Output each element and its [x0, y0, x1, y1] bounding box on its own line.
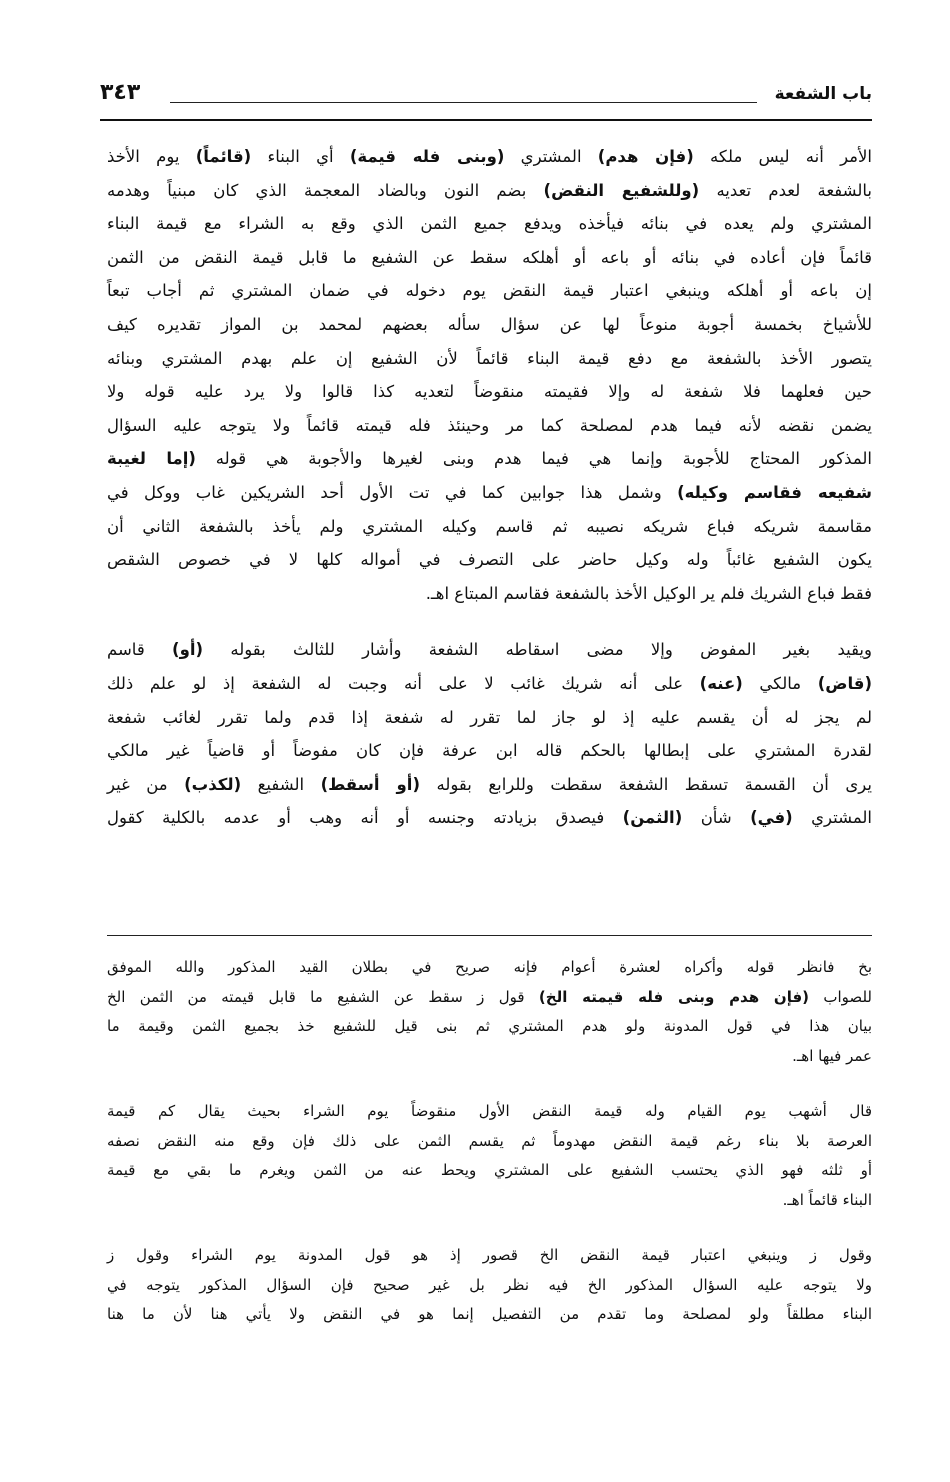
text-line	[107, 375, 872, 409]
commentary-text: وقول ز وينبغي اعتبار قيمة النقض الخ قصور إذ هو قول المدونة يوم الشراء وقول ز	[107, 1246, 872, 1264]
commentary-text: المشتري ولم يعده في بنائه فيأخذه ويدفع جميع الثمن الذي وقع به الشراء مع قيمة البناء	[107, 214, 872, 234]
text-line	[107, 1097, 872, 1127]
bold-matn-text: (وبنى فله قيمة)	[349, 147, 505, 166]
main-text	[107, 140, 872, 835]
bold-matn-text: (عنه)	[699, 673, 743, 693]
text-line	[107, 667, 872, 701]
text-line	[107, 1156, 872, 1186]
text-line	[107, 577, 872, 611]
text-line	[107, 207, 872, 241]
commentary-text: يوم الأخذ	[107, 147, 196, 166]
commentary-text: قائماً فإن أعاده في بنائه أو باعه أو أهلكه سقط عن الشفيع ما قابل قيمة النقض من الثمن	[107, 247, 872, 267]
commentary-text: بالشفعة لعدم تعديه	[699, 180, 872, 200]
bold-matn-text: (قاض)	[817, 673, 873, 693]
page-number: ٣٤٣	[100, 80, 141, 105]
commentary-text: مقاسمة شريكه فباع شريكه نصيبه ثم قاسم وكيله المشتري ولم يأخذ بالشفعة الثاني أن	[107, 516, 872, 536]
bold-matn-text: (أو أسقط)	[320, 774, 421, 794]
commentary-text: ويقيد بغير المفوض وإلا مضى اسقاطه الشفعة وأشار للثالث بقوله	[203, 640, 872, 660]
text-line	[107, 476, 872, 510]
footnotes	[107, 953, 872, 1330]
commentary-text: قال أشهب يوم القيام وله قيمة النقض الأول منقوضاً يوم الشراء بحيث يقال كم قيمة	[107, 1102, 872, 1120]
header-divider	[170, 102, 757, 103]
commentary-text: المذكور المحتاج للأجوبة وإنما هي فيما هدم وبنى لغيرها والأجوبة هي قوله	[195, 449, 872, 469]
text-line	[107, 801, 872, 835]
commentary-text: عمر فيها اهـ.	[792, 1046, 872, 1065]
footnote-paragraph	[107, 1241, 872, 1330]
text-line	[107, 409, 872, 443]
commentary-text: الأمر أنه ليس ملكه	[693, 147, 873, 166]
commentary-text: الشفيع	[241, 774, 321, 794]
text-line	[107, 701, 872, 735]
commentary-text: شأن	[682, 808, 751, 828]
header-rule	[100, 119, 872, 121]
text-line	[107, 983, 872, 1013]
commentary-text: المشتري	[504, 147, 598, 166]
text-line	[107, 140, 872, 174]
footnote-paragraph	[107, 953, 872, 1071]
footnote-paragraph	[107, 1097, 872, 1215]
commentary-text: وشمل هذا جوابين كما في تت الأول أحد الشريكين غاب ووكل في	[107, 482, 678, 502]
text-line	[107, 953, 872, 983]
commentary-text: البناء مطلقاً ولو لمصلحة وما تقدم من التفصيل إنما هو في النقض ولا يأتي هنا لأن ما هنا	[107, 1305, 872, 1323]
commentary-text: قول ز سقط عن الشفيع ما قابل قيمته من الثمن الخ	[107, 987, 539, 1006]
commentary-text: المشتري	[792, 808, 872, 828]
bold-matn-text: (أو)	[172, 640, 204, 660]
commentary-text: مالكي	[742, 673, 818, 693]
bold-matn-text: (إما لغيبة	[107, 449, 196, 469]
commentary-text: لقدرة المشتري على إبطالها بالحكم قاله ابن عرفة فإن كان مفوضاً أو قاضياً غير مالكي	[107, 741, 872, 761]
text-line	[107, 1012, 872, 1042]
text-line	[107, 734, 872, 768]
running-header	[100, 80, 872, 114]
text-line	[107, 1300, 872, 1330]
chapter-title: باب الشفعة	[774, 84, 872, 104]
text-line	[107, 768, 872, 802]
commentary-text: ولا يتوجه عليه السؤال المذكور الخ فيه نظر بل غير صحيح فإن السؤال المذكور يتوجه في	[107, 1275, 872, 1294]
bold-matn-text: (قائماً)	[195, 147, 252, 166]
text-line	[107, 543, 872, 577]
text-line	[107, 633, 872, 667]
commentary-text: بخ فانظر قوله وأكراه لعشرة أعوام فإنه صريح في بطلان القيد المذكور والله الموفق	[107, 958, 872, 976]
commentary-text: يكون الشفيع غائباً وله وكيل حاضر على التصرف في أمواله كلها لا في خصوص الشقص	[107, 550, 872, 570]
commentary-text: حين فعلهما فلا شفعة له وإلا فقيمته منقوضاً لتعديه كذا قالوا ولا يرد عليه قوله ولا	[107, 382, 872, 402]
commentary-text: إن باعه أو أهلكه وينبغي اعتبار قيمة النقض يوم دخوله في ضمان المشتري ثم أجاب تبعاً	[107, 281, 872, 301]
text-line	[107, 241, 872, 275]
bold-matn-text: (في)	[750, 808, 793, 828]
commentary-text: قاسم	[107, 640, 173, 660]
commentary-text: بضم النون وبالضاد المعجمة الذي كان مبنياً وهدمه	[107, 180, 544, 200]
text-line	[107, 174, 872, 208]
main-paragraph	[107, 140, 872, 610]
bold-matn-text: (فإن هدم)	[597, 147, 694, 166]
commentary-text: من غير	[107, 774, 185, 794]
text-line	[107, 442, 872, 476]
commentary-text: يضمن نقضه لأنه فيما هدم لمصلحة كما مر وحينئذ فله قيمته قائماً ولا يتوجه عليه السؤال	[107, 415, 872, 435]
text-line	[107, 1271, 872, 1301]
commentary-text: يرى أن القسمة تسقط الشفعة سقطت وللرابع بقوله	[420, 774, 872, 794]
commentary-text: على أنه شريك غائب لا على أنه وجبت له الشفعة إذ لو علم ذلك	[107, 673, 700, 693]
commentary-text: للأشياخ بخمسة أجوبة منوعاً لها عن سؤال سأله بعضهم لمحمد بن المواز تقديره كيف	[107, 314, 872, 334]
commentary-text: البناء قائماً اهـ.	[782, 1190, 872, 1209]
commentary-text: فقط فباع الشريك فلم ير الوكيل الأخذ بالشفعة فقاسم المبتاع اهـ.	[425, 583, 872, 603]
text-line	[107, 274, 872, 308]
footnote-separator	[107, 935, 872, 936]
text-line	[107, 1186, 872, 1216]
text-line	[107, 342, 872, 376]
text-line	[107, 1241, 872, 1271]
text-line	[107, 308, 872, 342]
commentary-text: للصواب	[809, 987, 872, 1006]
commentary-text: العرصة بلا بناء رغم قيمة النقض مهدوماً ثم يقسم الثمن على ذلك فإن وقع منه النقض نصفه	[107, 1131, 872, 1150]
text-line	[107, 510, 872, 544]
commentary-text: يتصور الأخذ بالشفعة مع دفع قيمة البناء قائماً لأن الشفيع إن علم بهدم المشتري وبنائه	[107, 348, 872, 368]
commentary-text: أي البناء	[251, 147, 350, 166]
bold-matn-text: (الثمن)	[622, 808, 683, 828]
commentary-text: لم يجز له أن يقسم عليه إذ لو جاز لما تقرر له شفعة إذا قدم ولما تقرر لغائب شفعة	[107, 707, 872, 727]
commentary-text: بيان هذا في قول المدونة ولو هدم المشتري ثم بنى قيل للشفيع خذ بجميع الثمن وقيمة ما	[107, 1017, 872, 1035]
text-line	[107, 1127, 872, 1157]
commentary-text: أو ثلثه فهو الذي يحتسب الشفيع على المشتري ويحط عنه من الثمن ويغرم ما بقي مع قيمة	[107, 1161, 872, 1179]
text-line	[107, 1042, 872, 1072]
main-paragraph	[107, 633, 872, 835]
commentary-text: فيصدق بزيادته وجنسه أو أنه وهب أو عدمه بالكلية كقول	[107, 808, 623, 828]
bold-matn-text: (لكذب)	[184, 774, 242, 794]
bold-matn-text: شفيعه فقاسم وكيله)	[677, 482, 872, 502]
bold-matn-text: (وللشفيع النقض)	[543, 180, 700, 200]
bold-matn-text: (فإن هدم وبنى فله قيمته الخ)	[538, 987, 810, 1006]
